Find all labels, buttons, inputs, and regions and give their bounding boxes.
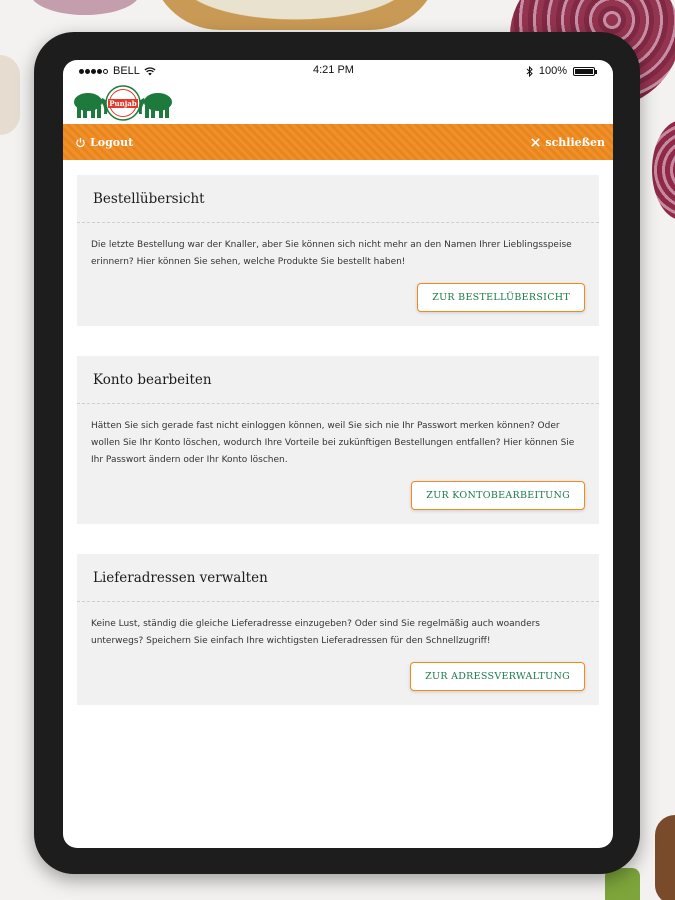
card-title: Lieferadressen verwalten — [77, 554, 599, 602]
power-icon — [75, 137, 86, 148]
address-management-button[interactable]: ZUR ADRESSVERWALTUNG — [410, 662, 585, 691]
header-logo-bar — [63, 82, 613, 124]
garlic-decoration — [0, 55, 20, 135]
card-title: Konto bearbeiten — [77, 356, 599, 404]
card-description: Hätten Sie sich gerade fast nicht einloggen können, weil Sie sich nie Ihr Passwort merken können? Oder wollen Sie Ihr Konto löschen, wodurch Ihre Vorteile bei zukünftigen Bestellungen entfallen? Hier können Sie Ihr Passwort ändern oder Ihr Konto löschen. — [91, 421, 575, 465]
card-description: Die letzte Bestellung war der Knaller, aber Sie können sich nicht mehr an den Namen Ihrer Lieblingsspeise erinnern? Hier können Sie sehen, welche Produkte Sie bestellt haben! — [91, 240, 572, 267]
red-onion-slice-decoration — [652, 120, 675, 220]
wifi-icon — [144, 67, 156, 76]
logout-label: Logout — [90, 135, 134, 149]
close-icon — [530, 137, 541, 148]
onion-decoration — [30, 0, 140, 15]
battery-percent: 100% — [538, 65, 567, 77]
card-description: Keine Lust, ständig die gleiche Lieferadresse einzugeben? Oder sind Sie regelmäßig auch woanders unterwegs? Speichern Sie einfach Ihre wichtigsten Lieferadressen für den Schnellzugriff! — [91, 619, 540, 646]
top-nav-bar — [63, 124, 613, 160]
edit-account-button[interactable]: ZUR KONTOBEARBEITUNG — [411, 481, 585, 510]
close-label: schließen — [545, 135, 605, 149]
chili-decoration — [605, 868, 640, 900]
card-order-overview — [77, 175, 599, 326]
card-delivery-addresses — [77, 554, 599, 705]
carrier-label: BELL — [113, 65, 140, 77]
logo-text: Punjab — [109, 99, 137, 108]
logout-button[interactable] — [75, 136, 133, 149]
punjab-logo[interactable] — [69, 84, 177, 124]
signal-dots-icon — [79, 65, 109, 77]
app-screen — [63, 60, 613, 848]
elephant-icon — [139, 93, 172, 118]
spice-decoration — [655, 815, 675, 900]
clock: 4:21 PM — [313, 64, 354, 76]
status-bar — [63, 60, 613, 82]
peppercorn-bowl-decoration — [150, 0, 440, 30]
order-overview-button[interactable]: ZUR BESTELLÜBERSICHT — [417, 283, 585, 312]
battery-icon — [573, 67, 595, 76]
card-edit-account — [77, 356, 599, 524]
bluetooth-icon — [526, 66, 533, 77]
elephant-icon — [74, 93, 107, 118]
account-overview-content — [63, 160, 613, 705]
card-title: Bestellübersicht — [77, 175, 599, 223]
close-button[interactable] — [530, 136, 605, 149]
